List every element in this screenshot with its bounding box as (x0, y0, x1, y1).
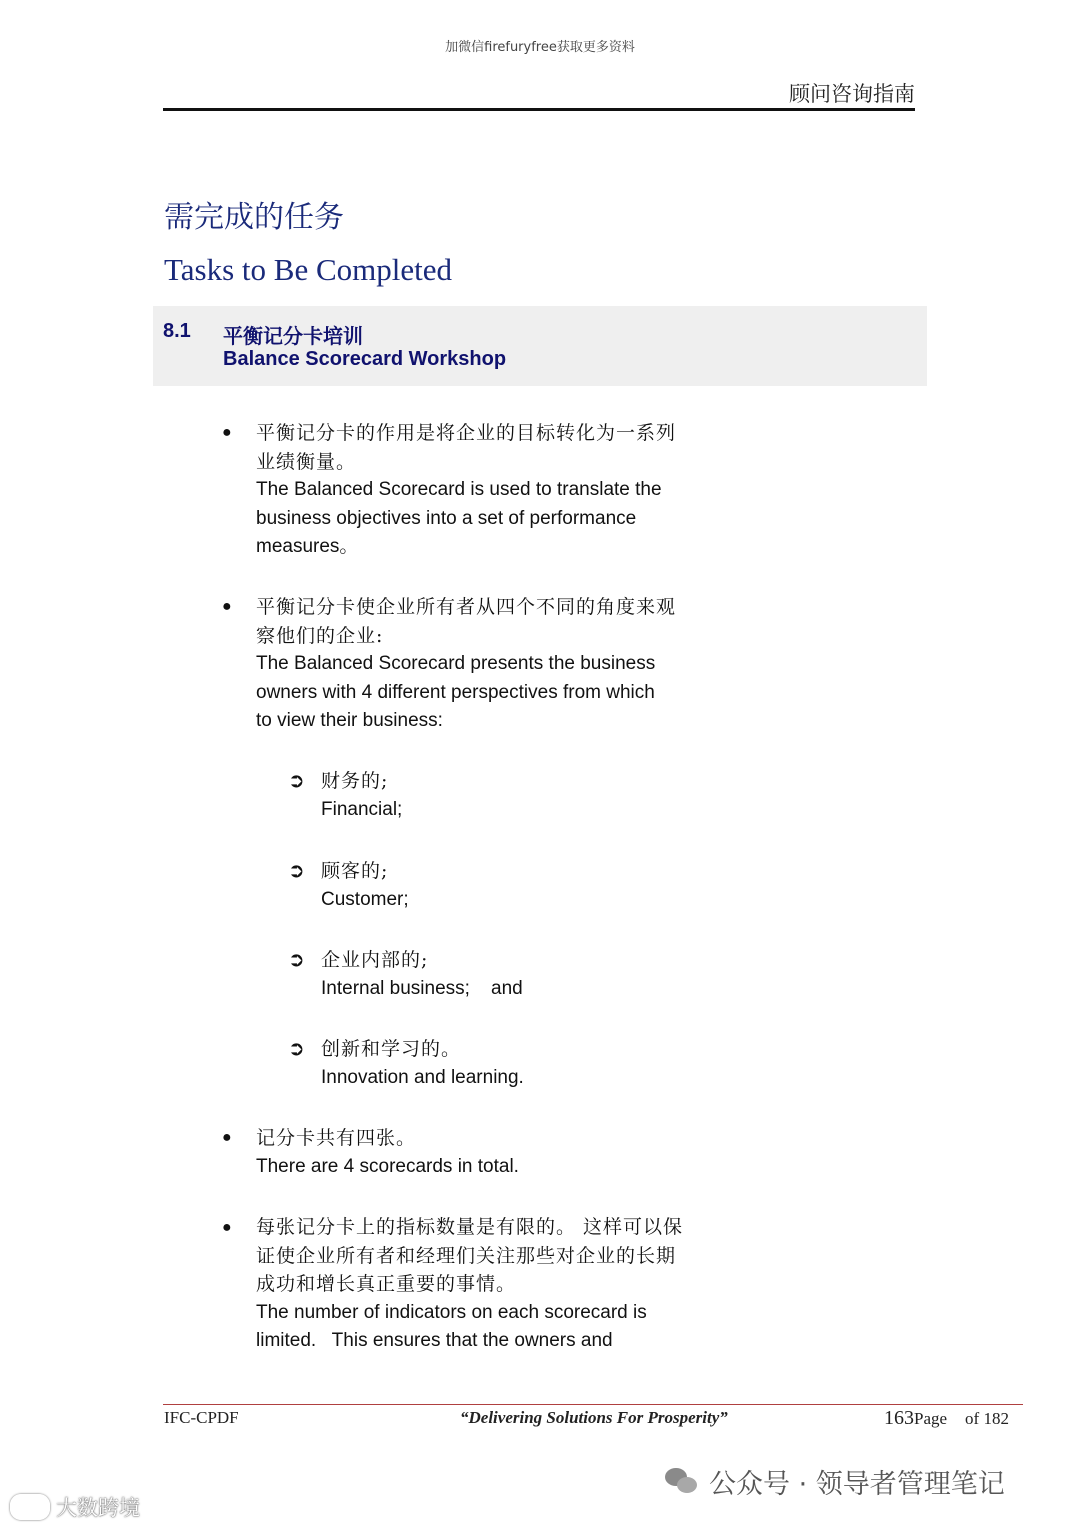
section-title-en: Balance Scorecard Workshop (223, 348, 507, 370)
perspective-en: Innovation and learning. (321, 1066, 524, 1088)
perspective-en: Internal business; and (321, 977, 523, 999)
bullet-item-1 (256, 419, 729, 562)
header-guide-title: 顾问咨询指南 (789, 82, 915, 106)
arrow-bullet-icon: ➲ (288, 949, 305, 971)
corner-watermark-text: 大数跨境 (56, 1496, 140, 1520)
bullet-dot: ● (222, 424, 232, 441)
bullet-text-en: There are 4 scorecards in total. (256, 1155, 519, 1177)
arrow-bullet-icon: ➲ (288, 770, 305, 792)
bullet-text-en: The number of indicators on each scorecard is (256, 1301, 647, 1323)
perspective-cn: 财务的; (321, 770, 389, 792)
bullet-dot: ● (222, 1219, 232, 1236)
top-watermark: 加微信firefuryfree获取更多资料 (445, 40, 635, 55)
bullet-item-4 (256, 1213, 729, 1356)
bullet-text-cn: 记分卡共有四张。 (256, 1127, 417, 1149)
wechat-watermark (665, 1462, 1005, 1501)
perspective-item-4 (321, 1035, 741, 1092)
perspective-cn: 顾客的; (321, 860, 389, 882)
perspective-item-3 (321, 946, 741, 1003)
perspective-cn: 企业内部的; (321, 949, 429, 971)
bullet-text-cn: 每张记分卡上的指标数量是有限的。 这样可以保 (256, 1216, 684, 1238)
perspective-item-2 (321, 857, 741, 914)
bullet-text-cn: 证使企业所有者和经理们关注那些对企业的长期 (256, 1244, 677, 1267)
header-rule (163, 108, 915, 111)
perspective-item-1 (321, 767, 741, 824)
bullet-text-en: to view their business: (256, 710, 443, 731)
arrow-bullet-icon: ➲ (288, 1038, 305, 1060)
bullet-text-en: business objectives into a set of performance (256, 507, 637, 529)
footer-page-indicator (884, 1407, 1009, 1430)
corner-watermark (10, 1492, 140, 1522)
section-title-cn: 平衡记分卡培训 (223, 324, 363, 348)
section-heading (153, 306, 927, 386)
section-number: 8.1 (163, 320, 191, 342)
bullet-text-en: limited. This ensures that the owners and (256, 1330, 613, 1351)
bullet-text-en: owners with 4 different perspectives from which (256, 681, 655, 703)
bullet-item-2 (256, 593, 729, 736)
footer-org: IFC-CPDF (164, 1408, 239, 1427)
wechat-watermark-text: 公众号 · 领导者管理笔记 (709, 1469, 1005, 1500)
bullet-text-en: measures。 (256, 536, 359, 557)
bullet-text-en: The Balanced Scorecard presents the business (256, 653, 656, 674)
bullet-text-cn: 平衡记分卡使企业所有者从四个不同的角度来观 (256, 596, 677, 618)
bullet-text-cn: 平衡记分卡的作用是将企业的目标转化为一系列 (256, 422, 677, 444)
page-total: of 182 (965, 1409, 1009, 1428)
bullet-text-cn: 察他们的企业: (256, 624, 384, 647)
bullet-text-cn: 成功和增长真正重要的事情。 (256, 1273, 517, 1295)
bullet-dot: ● (222, 598, 232, 615)
page-title-en: Tasks to Be Completed (164, 252, 452, 287)
footer-rule (163, 1404, 1023, 1405)
bullet-text-cn: 业绩衡量。 (256, 450, 357, 473)
bullet-text-en: The Balanced Scorecard is used to translate the (256, 479, 662, 500)
page-number: 163 (884, 1407, 914, 1429)
arrow-bullet-icon: ➲ (288, 860, 305, 882)
perspective-en: Customer; (321, 888, 409, 910)
page-word: Page (914, 1409, 948, 1428)
wechat-icon (665, 1468, 699, 1496)
bullet-item-3 (256, 1124, 729, 1181)
perspective-en: Financial; (321, 798, 403, 820)
page-title-cn: 需完成的任务 (164, 200, 344, 235)
footer-slogan: “Delivering Solutions For Prosperity” (460, 1408, 728, 1427)
bullet-dot: ● (222, 1129, 232, 1146)
perspective-cn: 创新和学习的。 (321, 1038, 462, 1060)
corner-logo-icon (10, 1494, 50, 1520)
